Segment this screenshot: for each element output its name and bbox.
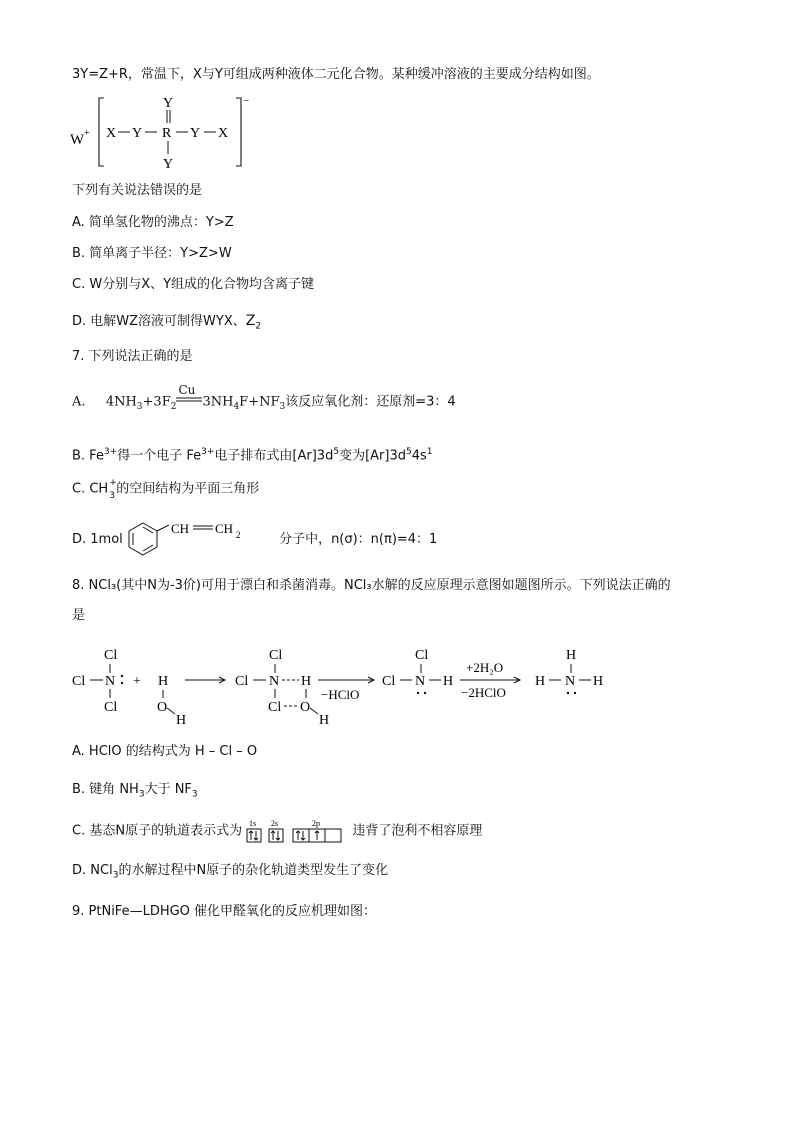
struct-x-left: X <box>106 126 117 141</box>
svg-text:H: H <box>301 674 312 689</box>
q6-intro: 3Y=Z+R，常温下，X与Y可组成两种液体二元化合物。某种缓冲溶液的主要成分结构如图。 <box>72 67 600 82</box>
svg-text:CH: CH <box>214 521 233 536</box>
svg-text:2p: 2p <box>312 819 321 828</box>
q8-title: 8. NCl₃(其中N为-3价)可用于漂白和杀菌消毒。NCl₃水解的反应原理示意图如题图所示。下列说法正确的 <box>72 578 671 593</box>
q7-title: 7. 下列说法正确的是 <box>72 349 193 364</box>
svg-text:+2H₂O: +2H₂O <box>466 660 504 675</box>
q6-question: 下列有关说法错误的是 <box>72 183 203 198</box>
svg-text:Cl: Cl <box>415 648 429 663</box>
svg-text:Cl: Cl <box>382 674 396 689</box>
q6-option-d: D. 电解WZ溶液可制得WYX、$Z_2$ <box>72 313 262 332</box>
svg-text:+: + <box>133 674 141 689</box>
q8-title-cont: 是 <box>72 608 86 623</box>
svg-text:H: H <box>176 713 187 728</box>
orbital-diagram <box>246 818 348 844</box>
svg-text:H: H <box>319 713 330 728</box>
svg-text:H: H <box>535 674 546 689</box>
q7-option-b: B. $Fe^{3+}$得一个电子 $Fe^{3+}$电子排布式由$[Ar]3d^5$变为$[Ar]3d^54s^1$ <box>72 447 433 464</box>
q6-option-c: C. W分别与X、Y组成的化合物均含离子键 <box>72 277 315 292</box>
q7-option-a: A. $4NH_3+3F_2$ Cu $3NH_4F+NF_3$该反应氧化剂：还原剂=3：4 <box>72 383 456 413</box>
catalyst-label: Cu <box>178 383 196 397</box>
struct-y-top: Y <box>163 96 174 111</box>
styrene-diagram <box>127 521 275 559</box>
q6-option-a: A. 简单氢化物的沸点：Y>Z <box>72 215 234 230</box>
svg-text:−HClO: −HClO <box>321 687 360 702</box>
svg-text:H: H <box>566 648 577 663</box>
ncl3-hydrolysis-scheme <box>70 640 630 730</box>
svg-text:Cl: Cl <box>269 648 283 663</box>
svg-text:−2HClO: −2HClO <box>461 685 506 700</box>
struct-y-right: Y <box>190 126 201 141</box>
svg-text:O: O <box>300 700 311 715</box>
svg-text:N: N <box>269 674 280 689</box>
svg-text:Cl: Cl <box>104 648 118 663</box>
svg-text:Cl: Cl <box>72 674 86 689</box>
struct-charge: − <box>243 95 250 107</box>
struct-w-charge: + <box>84 128 90 139</box>
svg-text:1s: 1s <box>249 819 257 828</box>
svg-text:O: O <box>157 700 168 715</box>
svg-text:Cl: Cl <box>104 700 118 715</box>
struct-w: W <box>70 132 85 148</box>
q8-option-c: C. 基态N原子的轨道表示式为 1s 2s 2p 违背了泡利不相容原理 <box>72 818 482 844</box>
struct-r: R <box>162 126 172 141</box>
svg-text:H: H <box>158 674 169 689</box>
q8-option-d: D. NCl$_3$的水解过程中N原子的杂化轨道类型发生了变化 <box>72 863 389 881</box>
struct-y-bottom: Y <box>163 157 174 172</box>
svg-text:Cl: Cl <box>268 700 282 715</box>
q9-title: 9. PtNiFe—LDHGO 催化甲醛氧化的反应机理如图： <box>72 904 377 919</box>
q6-option-b: B. 简单离子半径：Y>Z>W <box>72 246 232 261</box>
svg-text:N: N <box>105 674 116 689</box>
svg-text:N: N <box>565 674 576 689</box>
q6-structure-diagram <box>70 92 260 172</box>
q7-option-d: D. 1mol CH CH 2 分子中，n(σ)：n(π)=4：1 <box>72 521 437 561</box>
q8-option-a: A. HClO 的结构式为 H – Cl – O <box>72 744 258 759</box>
struct-y-left: Y <box>132 126 143 141</box>
svg-text:N: N <box>415 674 426 689</box>
svg-text:H: H <box>593 674 604 689</box>
svg-text:2s: 2s <box>271 819 279 828</box>
q7-option-c: C. CH + 3 的空间结构为平面三角形 <box>72 478 260 501</box>
svg-text:CH: CH <box>170 521 189 536</box>
q8-option-b: B. 键角 $NH_3$大于 $NF_3$ <box>72 782 198 800</box>
svg-text:H: H <box>443 674 454 689</box>
svg-text:2: 2 <box>235 530 241 540</box>
struct-x-right: X <box>218 126 229 141</box>
svg-text:Cl: Cl <box>235 674 249 689</box>
